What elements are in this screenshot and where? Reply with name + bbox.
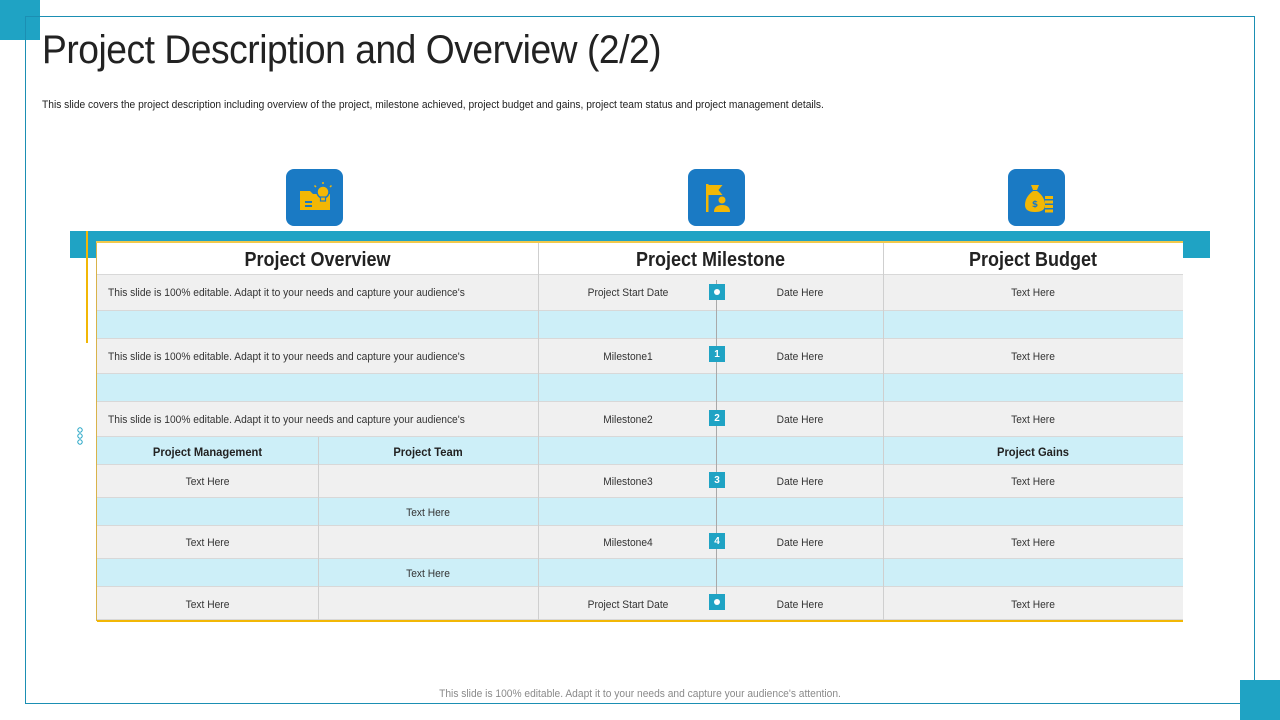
milestone-marker-3: 3 [709, 472, 725, 488]
overview-text: This slide is 100% editable. Adapt it to your needs and capture your audience's [108, 414, 465, 426]
subheader-project-gains: Project Gains [997, 445, 1069, 459]
milestone-date: Date Here [776, 476, 824, 488]
budget-cell: Text Here [1011, 287, 1055, 299]
table-row [97, 374, 1183, 402]
milestone-label: Project Start Date [587, 599, 669, 611]
header-project-milestone: Project Milestone [635, 249, 786, 271]
overview-text: This slide is 100% editable. Adapt it to your needs and capture your audience's [108, 351, 465, 363]
chain-dots-icon [76, 427, 84, 445]
corner-accent-bottom-right [1240, 680, 1280, 720]
milestone-label: Milestone4 [603, 537, 653, 549]
slide-footer: This slide is 100% editable. Adapt it to your needs and capture your audience's attention. [439, 688, 841, 700]
gold-accent-line [86, 231, 88, 343]
milestone-date: Date Here [776, 287, 824, 299]
header-project-budget: Project Budget [968, 249, 1098, 271]
folder-bulb-icon [296, 179, 334, 217]
milestone-marker-1: 1 [709, 346, 725, 362]
overview-table [97, 243, 1183, 620]
milestone-date: Date Here [776, 537, 824, 549]
header-project-overview: Project Overview [244, 249, 391, 271]
column-divider [318, 437, 319, 620]
milestone-label: Milestone2 [603, 414, 653, 426]
milestone-label: Milestone1 [603, 351, 653, 363]
overview-icon-box [286, 169, 343, 226]
table-row [97, 559, 1183, 587]
money-bag-icon [1018, 179, 1056, 217]
column-divider [538, 243, 539, 620]
management-cell: Text Here [185, 537, 230, 549]
management-cell: Text Here [185, 599, 230, 611]
milestone-date: Date Here [776, 414, 824, 426]
milestone-date: Date Here [776, 351, 824, 363]
budget-cell: Text Here [1011, 351, 1055, 363]
team-cell: Text Here [406, 507, 450, 519]
budget-icon-box [1008, 169, 1065, 226]
milestone-marker-start [709, 284, 725, 300]
milestone-label: Project Start Date [587, 287, 669, 299]
team-cell: Text Here [406, 568, 450, 580]
svg-text:$: $ [1031, 199, 1038, 210]
management-cell: Text Here [185, 476, 230, 488]
milestone-icon-box [688, 169, 745, 226]
gains-cell: Text Here [1011, 476, 1055, 488]
table-row [97, 311, 1183, 339]
budget-cell: Text Here [1011, 414, 1055, 426]
gains-cell: Text Here [1011, 599, 1055, 611]
milestone-date: Date Here [776, 599, 824, 611]
milestone-marker-4: 4 [709, 533, 725, 549]
slide-title: Project Description and Overview (2/2) [42, 28, 662, 72]
flag-person-icon [698, 179, 736, 217]
subheader-project-management: Project Management [152, 445, 263, 459]
table-row [97, 498, 1183, 526]
overview-text: This slide is 100% editable. Adapt it to your needs and capture your audience's [108, 287, 465, 299]
gains-cell: Text Here [1011, 537, 1055, 549]
table-left-border [96, 243, 97, 621]
column-divider [883, 243, 884, 620]
milestone-timeline [716, 280, 717, 610]
milestone-marker-end [709, 594, 725, 610]
table-top-border [96, 241, 1183, 243]
subheader-project-team: Project Team [393, 445, 463, 459]
slide-subtitle: This slide covers the project description including overview of the project, milestone achieved, project budget and gains, project team status and project management details. [42, 99, 824, 111]
milestone-marker-2: 2 [709, 410, 725, 426]
table-bottom-border [97, 620, 1183, 622]
milestone-label: Milestone3 [603, 476, 653, 488]
